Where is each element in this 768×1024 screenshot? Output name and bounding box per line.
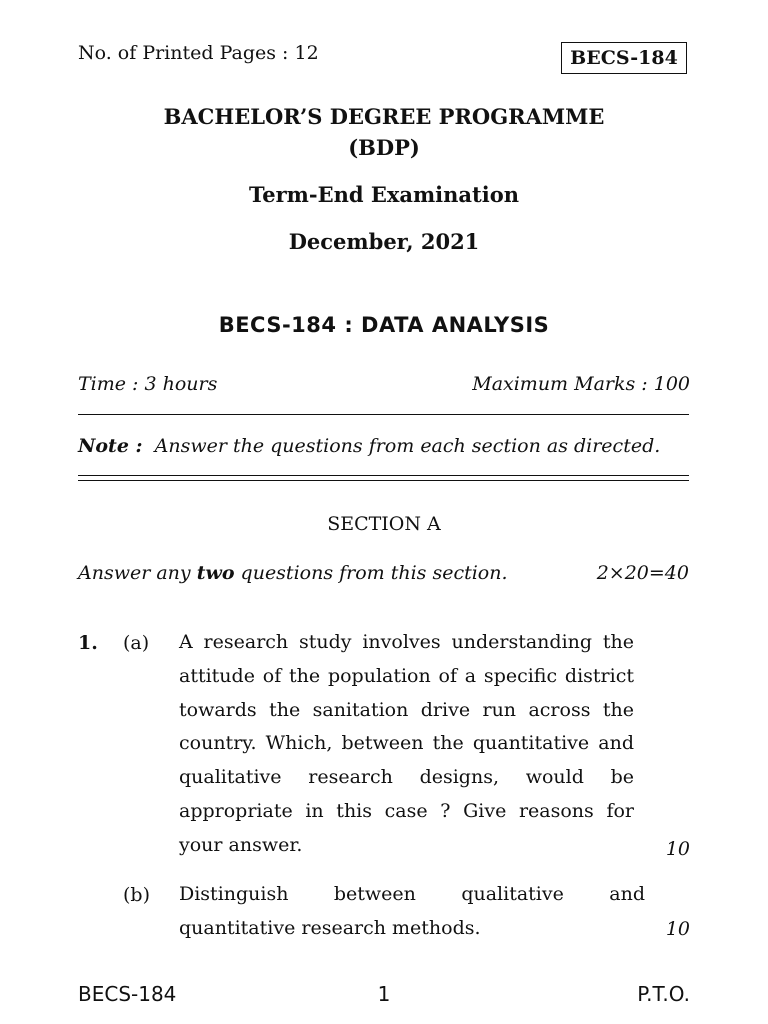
part-b-label: (b) — [123, 884, 150, 906]
examination-title: Term-End Examination — [248, 182, 519, 207]
part-b-text: Distinguish between qualitative and quantitative research methods. — [179, 883, 645, 939]
note — [78, 435, 660, 457]
note-text: Answer the questions from each section as directed. — [154, 435, 661, 457]
section-a-marks: 2×20=40 — [596, 562, 689, 584]
part-a-marks: 10 — [665, 838, 690, 860]
part-a-text: A research study involves understanding the attitude of the population of a specific district towards the sanitation drive run across the country. Which, between the quantitative and qualitative research designs, would be appropriate in this case ? Give reasons for your answer. — [179, 631, 634, 856]
maximum-marks: Maximum Marks : 100 — [472, 373, 690, 395]
double-divider-bottom — [78, 480, 689, 481]
section-a-heading: SECTION A — [327, 513, 441, 535]
section-a-instruction — [78, 562, 508, 584]
programme-abbreviation: (BDP) — [348, 135, 420, 160]
instruction-emphasis: two — [196, 562, 235, 584]
part-a-label: (a) — [123, 632, 150, 654]
instruction-after: questions from this section. — [234, 562, 508, 584]
note-label: Note : — [78, 435, 143, 457]
exam-time: Time : 3 hours — [78, 373, 218, 395]
instruction-before: Answer any — [78, 562, 197, 584]
divider-line — [78, 414, 689, 415]
printed-pages-count: No. of Printed Pages : 12 — [78, 42, 319, 64]
programme-title: BACHELOR’S DEGREE PROGRAMME — [163, 104, 605, 129]
examination-date: December, 2021 — [288, 229, 480, 254]
course-title: BECS-184 : DATA ANALYSIS — [218, 313, 550, 337]
part-b-marks: 10 — [665, 918, 690, 940]
double-divider-top — [78, 475, 689, 476]
course-code-box: BECS-184 — [561, 42, 687, 74]
footer-page-number: 1 — [377, 982, 391, 1006]
footer-pto: P.T.O. — [637, 982, 690, 1006]
footer-course-code: BECS-184 — [78, 982, 177, 1006]
question-number: 1. — [78, 632, 98, 654]
